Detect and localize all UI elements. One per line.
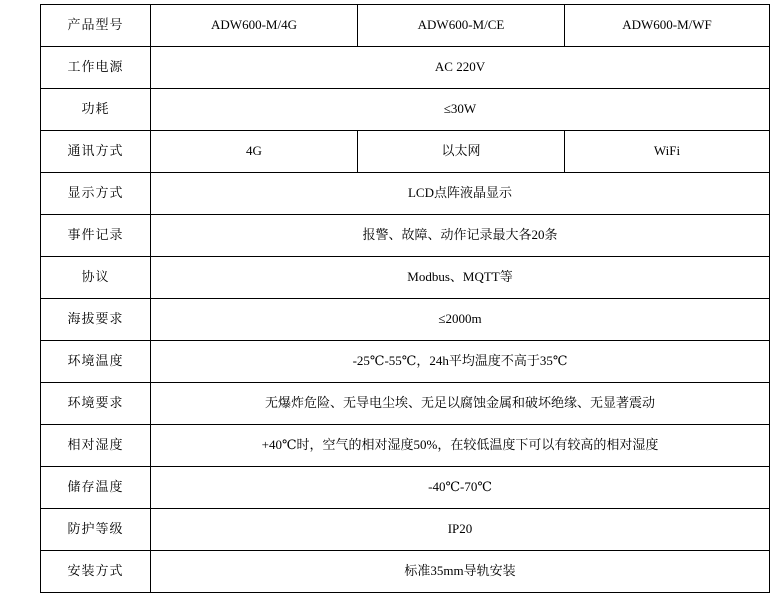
row-value: 无爆炸危险、无导电尘埃、无足以腐蚀金属和破坏绝缘、无显著震动 xyxy=(151,383,770,425)
row-value: 4G xyxy=(151,131,358,173)
table-row xyxy=(41,467,770,509)
row-label: 安装方式 xyxy=(41,551,151,593)
row-value: 报警、故障、动作记录最大各20条 xyxy=(151,215,770,257)
table-row xyxy=(41,341,770,383)
row-label: 海拔要求 xyxy=(41,299,151,341)
row-label: 显示方式 xyxy=(41,173,151,215)
row-value: WiFi xyxy=(565,131,770,173)
row-value: 以太网 xyxy=(358,131,565,173)
table-row xyxy=(41,215,770,257)
row-value: 标准35mm导轨安装 xyxy=(151,551,770,593)
table-body xyxy=(41,5,770,593)
row-label: 通讯方式 xyxy=(41,131,151,173)
row-value: ≤30W xyxy=(151,89,770,131)
table-row xyxy=(41,5,770,47)
row-label: 事件记录 xyxy=(41,215,151,257)
row-value: ≤2000m xyxy=(151,299,770,341)
row-label: 工作电源 xyxy=(41,47,151,89)
row-label: 环境温度 xyxy=(41,341,151,383)
table-row xyxy=(41,425,770,467)
table-row xyxy=(41,257,770,299)
row-label: 相对湿度 xyxy=(41,425,151,467)
row-value: -40℃-70℃ xyxy=(151,467,770,509)
row-value: +40℃时，空气的相对湿度50%，在较低温度下可以有较高的相对湿度 xyxy=(151,425,770,467)
row-value: AC 220V xyxy=(151,47,770,89)
row-label: 储存温度 xyxy=(41,467,151,509)
row-label: 环境要求 xyxy=(41,383,151,425)
table-row xyxy=(41,551,770,593)
row-value: ADW600-M/WF xyxy=(565,5,770,47)
table-row xyxy=(41,299,770,341)
row-label: 功耗 xyxy=(41,89,151,131)
table-row xyxy=(41,89,770,131)
row-label: 防护等级 xyxy=(41,509,151,551)
row-value: IP20 xyxy=(151,509,770,551)
row-label: 产品型号 xyxy=(41,5,151,47)
table-row xyxy=(41,383,770,425)
row-label: 协议 xyxy=(41,257,151,299)
row-value: ADW600-M/CE xyxy=(358,5,565,47)
table-row xyxy=(41,509,770,551)
table-row xyxy=(41,173,770,215)
row-value: -25℃-55℃，24h平均温度不高于35℃ xyxy=(151,341,770,383)
row-value: ADW600-M/4G xyxy=(151,5,358,47)
row-value: LCD点阵液晶显示 xyxy=(151,173,770,215)
product-specification-table xyxy=(40,4,770,593)
table-row xyxy=(41,47,770,89)
table-row xyxy=(41,131,770,173)
row-value: Modbus、MQTT等 xyxy=(151,257,770,299)
